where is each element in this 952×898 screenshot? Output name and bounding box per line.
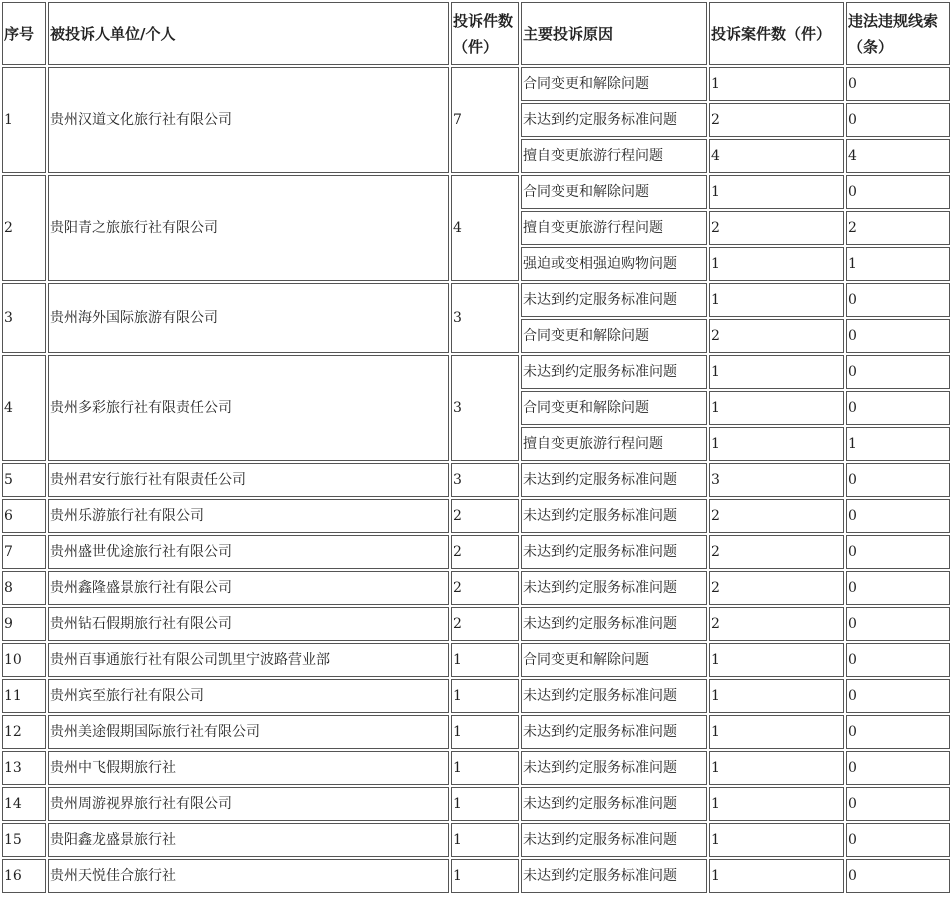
violation-clues-cell: 0 (846, 787, 950, 821)
complaint-count-cell: 1 (451, 823, 519, 857)
complaint-count-cell: 2 (451, 571, 519, 605)
serial-number-cell: 12 (2, 715, 46, 749)
case-count-cell: 3 (709, 463, 844, 497)
case-count-cell: 2 (709, 499, 844, 533)
header-serial-number: 序号 (2, 2, 46, 65)
respondent-name-cell: 贵阳鑫龙盛景旅行社 (48, 823, 449, 857)
serial-number-cell: 6 (2, 499, 46, 533)
case-count-cell: 2 (709, 571, 844, 605)
complaint-count-cell: 1 (451, 643, 519, 677)
violation-clues-cell: 0 (846, 679, 950, 713)
violation-clues-cell: 0 (846, 175, 950, 209)
serial-number-cell: 15 (2, 823, 46, 857)
reason-cell: 未达到约定服务标准问题 (521, 571, 707, 605)
complaint-count-cell: 1 (451, 859, 519, 893)
reason-cell: 未达到约定服务标准问题 (521, 103, 707, 137)
complaint-count-cell: 1 (451, 679, 519, 713)
case-count-cell: 1 (709, 355, 844, 389)
complaint-count-cell: 7 (451, 67, 519, 173)
respondent-name-cell: 贵州中飞假期旅行社 (48, 751, 449, 785)
violation-clues-cell: 0 (846, 283, 950, 317)
case-count-cell: 1 (709, 175, 844, 209)
respondent-name-cell: 贵州美途假期国际旅行社有限公司 (48, 715, 449, 749)
header-row (2, 2, 950, 65)
serial-number-cell: 5 (2, 463, 46, 497)
table-row (2, 535, 950, 569)
violation-clues-cell: 0 (846, 499, 950, 533)
reason-cell: 未达到约定服务标准问题 (521, 283, 707, 317)
violation-clues-cell: 0 (846, 463, 950, 497)
respondent-name-cell: 贵州宾至旅行社有限公司 (48, 679, 449, 713)
violation-clues-cell: 0 (846, 607, 950, 641)
header-complaint-count: 投诉件数（件） (451, 2, 519, 65)
table-row (2, 823, 950, 857)
respondent-name-cell: 贵州周游视界旅行社有限公司 (48, 787, 449, 821)
table-row (2, 787, 950, 821)
table-row (2, 499, 950, 533)
violation-clues-cell: 0 (846, 859, 950, 893)
table-header (2, 2, 950, 65)
complaint-count-cell: 4 (451, 175, 519, 281)
serial-number-cell: 9 (2, 607, 46, 641)
complaint-count-cell: 2 (451, 535, 519, 569)
violation-clues-cell: 0 (846, 643, 950, 677)
reason-cell: 合同变更和解除问题 (521, 319, 707, 353)
violation-clues-cell: 4 (846, 139, 950, 173)
case-count-cell: 2 (709, 535, 844, 569)
serial-number-cell: 2 (2, 175, 46, 281)
reason-cell: 未达到约定服务标准问题 (521, 499, 707, 533)
complaint-count-cell: 3 (451, 463, 519, 497)
header-main-reason: 主要投诉原因 (521, 2, 707, 65)
case-count-cell: 1 (709, 787, 844, 821)
violation-clues-cell: 1 (846, 427, 950, 461)
reason-cell: 未达到约定服务标准问题 (521, 859, 707, 893)
case-count-cell: 1 (709, 391, 844, 425)
table-row (2, 175, 950, 209)
table-row (2, 283, 950, 317)
reason-cell: 合同变更和解除问题 (521, 175, 707, 209)
reason-cell: 未达到约定服务标准问题 (521, 607, 707, 641)
reason-cell: 未达到约定服务标准问题 (521, 751, 707, 785)
case-count-cell: 2 (709, 607, 844, 641)
complaint-count-cell: 3 (451, 355, 519, 461)
respondent-name-cell: 贵州天悦佳合旅行社 (48, 859, 449, 893)
reason-cell: 未达到约定服务标准问题 (521, 715, 707, 749)
case-count-cell: 1 (709, 715, 844, 749)
serial-number-cell: 10 (2, 643, 46, 677)
table-row (2, 859, 950, 893)
reason-cell: 未达到约定服务标准问题 (521, 679, 707, 713)
table-row (2, 67, 950, 101)
case-count-cell: 2 (709, 103, 844, 137)
table-row (2, 751, 950, 785)
violation-clues-cell: 0 (846, 319, 950, 353)
header-violation-clues: 违法违规线索（条） (846, 2, 950, 65)
respondent-name-cell: 贵州钻石假期旅行社有限公司 (48, 607, 449, 641)
header-respondent: 被投诉人单位/个人 (48, 2, 449, 65)
violation-clues-cell: 0 (846, 535, 950, 569)
case-count-cell: 1 (709, 859, 844, 893)
respondent-name-cell: 贵州盛世优途旅行社有限公司 (48, 535, 449, 569)
respondent-name-cell: 贵阳青之旅旅行社有限公司 (48, 175, 449, 281)
reason-cell: 合同变更和解除问题 (521, 391, 707, 425)
respondent-name-cell: 贵州百事通旅行社有限公司凯里宁波路营业部 (48, 643, 449, 677)
reason-cell: 未达到约定服务标准问题 (521, 355, 707, 389)
case-count-cell: 1 (709, 751, 844, 785)
respondent-name-cell: 贵州汉道文化旅行社有限公司 (48, 67, 449, 173)
serial-number-cell: 1 (2, 67, 46, 173)
violation-clues-cell: 0 (846, 715, 950, 749)
table-row (2, 571, 950, 605)
respondent-name-cell: 贵州海外国际旅游有限公司 (48, 283, 449, 353)
reason-cell: 未达到约定服务标准问题 (521, 787, 707, 821)
table-row (2, 607, 950, 641)
table-row (2, 715, 950, 749)
case-count-cell: 4 (709, 139, 844, 173)
table-row (2, 463, 950, 497)
case-count-cell: 2 (709, 319, 844, 353)
reason-cell: 擅自变更旅游行程问题 (521, 139, 707, 173)
header-case-count: 投诉案件数（件） (709, 2, 844, 65)
serial-number-cell: 11 (2, 679, 46, 713)
case-count-cell: 1 (709, 427, 844, 461)
complaint-count-cell: 1 (451, 787, 519, 821)
table-body (2, 67, 950, 893)
serial-number-cell: 4 (2, 355, 46, 461)
complaint-count-cell: 2 (451, 607, 519, 641)
violation-clues-cell: 0 (846, 103, 950, 137)
respondent-name-cell: 贵州君安行旅行社有限责任公司 (48, 463, 449, 497)
complaint-count-cell: 2 (451, 499, 519, 533)
violation-clues-cell: 0 (846, 823, 950, 857)
case-count-cell: 1 (709, 67, 844, 101)
respondent-name-cell: 贵州多彩旅行社有限责任公司 (48, 355, 449, 461)
reason-cell: 未达到约定服务标准问题 (521, 535, 707, 569)
serial-number-cell: 7 (2, 535, 46, 569)
case-count-cell: 1 (709, 247, 844, 281)
reason-cell: 未达到约定服务标准问题 (521, 463, 707, 497)
reason-cell: 合同变更和解除问题 (521, 67, 707, 101)
serial-number-cell: 16 (2, 859, 46, 893)
violation-clues-cell: 0 (846, 355, 950, 389)
case-count-cell: 2 (709, 211, 844, 245)
violation-clues-cell: 0 (846, 67, 950, 101)
violation-clues-cell: 2 (846, 211, 950, 245)
case-count-cell: 1 (709, 283, 844, 317)
serial-number-cell: 3 (2, 283, 46, 353)
violation-clues-cell: 0 (846, 391, 950, 425)
table-row (2, 679, 950, 713)
reason-cell: 强迫或变相强迫购物问题 (521, 247, 707, 281)
serial-number-cell: 13 (2, 751, 46, 785)
violation-clues-cell: 0 (846, 751, 950, 785)
complaint-count-cell: 3 (451, 283, 519, 353)
violation-clues-cell: 1 (846, 247, 950, 281)
case-count-cell: 1 (709, 643, 844, 677)
reason-cell: 擅自变更旅游行程问题 (521, 211, 707, 245)
table-row (2, 643, 950, 677)
respondent-name-cell: 贵州乐游旅行社有限公司 (48, 499, 449, 533)
reason-cell: 合同变更和解除问题 (521, 643, 707, 677)
table-row (2, 355, 950, 389)
case-count-cell: 1 (709, 679, 844, 713)
complaint-count-cell: 1 (451, 751, 519, 785)
case-count-cell: 1 (709, 823, 844, 857)
reason-cell: 未达到约定服务标准问题 (521, 823, 707, 857)
complaint-count-cell: 1 (451, 715, 519, 749)
respondent-name-cell: 贵州鑫隆盛景旅行社有限公司 (48, 571, 449, 605)
serial-number-cell: 8 (2, 571, 46, 605)
serial-number-cell: 14 (2, 787, 46, 821)
reason-cell: 擅自变更旅游行程问题 (521, 427, 707, 461)
violation-clues-cell: 0 (846, 571, 950, 605)
